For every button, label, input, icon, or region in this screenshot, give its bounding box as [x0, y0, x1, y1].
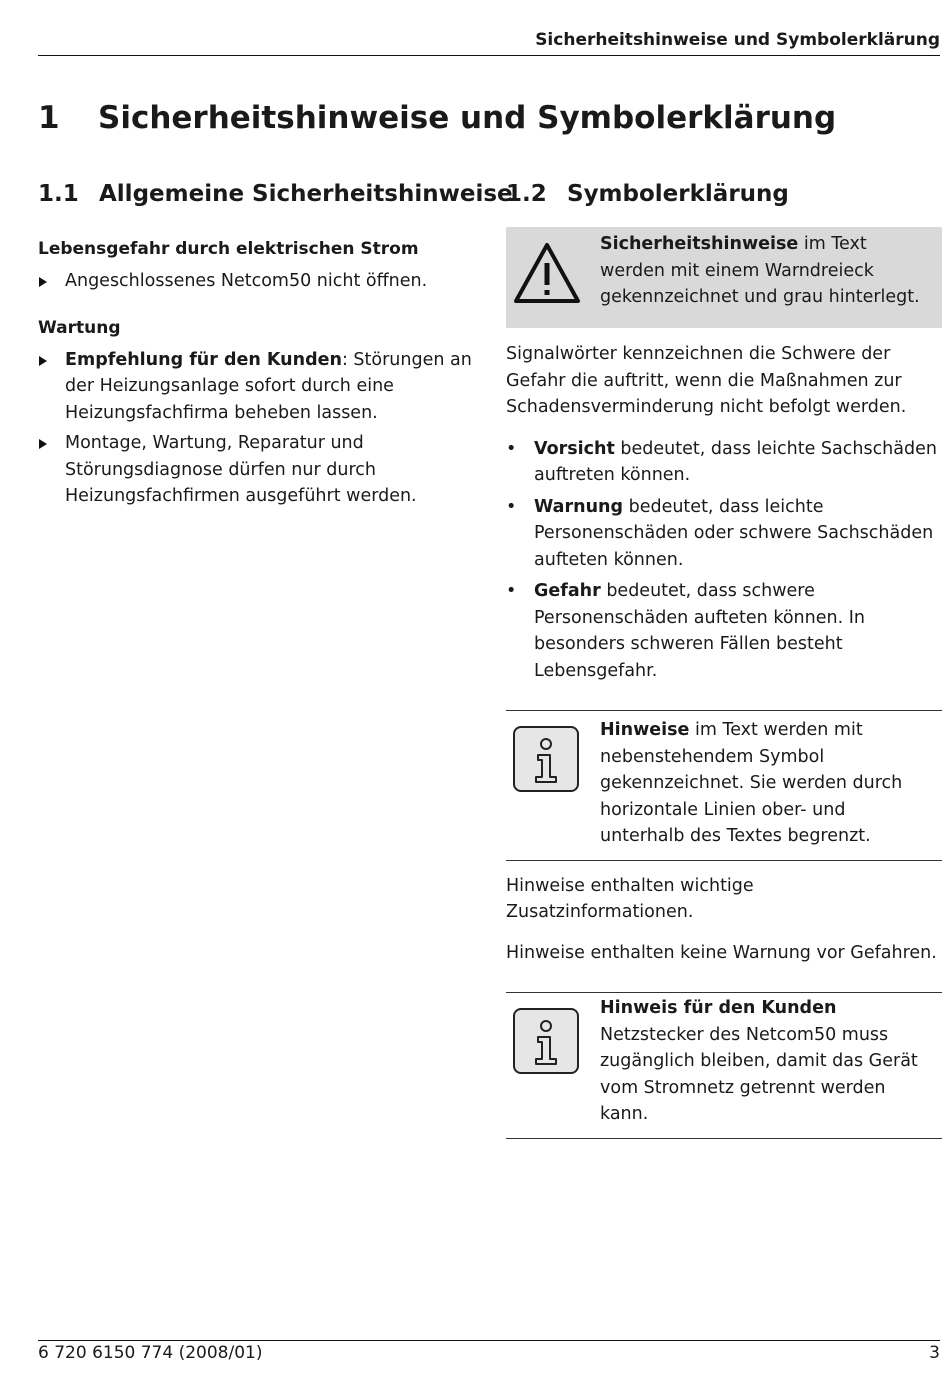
danger-item: [38, 268, 478, 295]
footer-page-number: 3: [929, 1343, 940, 1363]
signal-word-bold: Warnung: [534, 496, 624, 517]
maintenance-item: [38, 430, 478, 510]
signal-word-bold: Gefahr: [534, 581, 601, 601]
chapter-number: 1: [38, 100, 60, 136]
left-column: [38, 236, 478, 510]
right-column: [506, 227, 942, 1139]
warning-box-text: [600, 231, 932, 311]
signal-word-text: bedeutet, dass leichte Sachschäden auftreten können.: [534, 438, 937, 485]
running-header-title: Sicherheitshinweise und Symbolerklärung: [535, 30, 940, 50]
list-item: [506, 578, 942, 684]
signal-word-text: bedeutet, dass leichte Personenschäden oder schwere Sachschäden aufteten können.: [534, 496, 934, 570]
info-note-bold: Hinweise: [600, 720, 690, 740]
customer-note-block: [506, 992, 942, 1139]
section-1-2-number: 1.2: [506, 181, 547, 207]
warning-box-body: im Text werden mit einem Warndreieck gekennzeichnet und grau hinterlegt.: [600, 234, 920, 307]
signal-words-list: [506, 436, 942, 685]
signal-words-intro: Signalwörter kennzeichnen die Schwere der Gefahr die auftritt, wenn die Maßnahmen zur Schadensverminderung nicht befolgt werden.: [506, 344, 907, 417]
maintenance-heading: Wartung: [38, 317, 121, 338]
section-1-1-title: [38, 181, 513, 207]
arrow-bullet-icon: [39, 439, 47, 449]
warning-triangle-icon: [512, 241, 582, 305]
list-item: [506, 436, 942, 489]
signal-word-text: bedeutet, dass schwere Personenschäden aufteten können. In besonders schweren Fällen besteht Lebensgefahr.: [534, 581, 865, 681]
info-note-block: [506, 710, 942, 861]
danger-heading: Lebensgefahr durch elektrischen Strom: [38, 239, 419, 259]
maintenance-item-bold: Empfehlung für den Kunden: [65, 349, 342, 370]
warning-box-bold: Sicherheitshinweise: [600, 234, 799, 254]
customer-note-text: [600, 993, 942, 1138]
maintenance-item-text: Montage, Wartung, Reparatur und Störungsdiagnose dürfen nur durch Heizungsfachfirmen ausgeführt werden.: [65, 433, 417, 506]
arrow-bullet-icon: [39, 277, 47, 287]
bullet: •: [506, 581, 517, 601]
section-1-2-title-text: Symbolerklärung: [567, 181, 789, 207]
section-1-2-title: [506, 181, 789, 207]
info-icon: [512, 1007, 580, 1075]
footer-rule: [38, 1340, 940, 1341]
chapter-title-text: Sicherheitshinweise und Symbolerklärung: [98, 100, 837, 136]
info-icon: [512, 725, 580, 793]
safety-warning-box: [506, 227, 942, 328]
customer-note-title: Hinweis für den Kunden: [600, 998, 837, 1018]
bullet: •: [506, 496, 517, 517]
signal-word-bold: Vorsicht: [534, 438, 615, 459]
list-item: [506, 494, 942, 574]
customer-note-body: Netzstecker des Netcom50 muss zugänglich bleiben, damit das Gerät vom Stromnetz getrennt werden kann.: [600, 1024, 918, 1124]
bullet: •: [506, 438, 517, 459]
danger-item-text: Angeschlossenes Netcom50 nicht öffnen.: [65, 271, 428, 291]
maintenance-item-text: : Störungen an der Heizungsanlage sofort durch eine Heizungsfachfirma beheben lassen.: [65, 349, 472, 423]
section-1-1-title-text: Allgemeine Sicherheitshinweise: [99, 181, 513, 207]
section-1-1-number: 1.1: [38, 181, 79, 207]
arrow-bullet-icon: [39, 356, 47, 366]
maintenance-item: [38, 347, 478, 427]
header-rule: [38, 55, 940, 56]
footer-doc-number: 6 720 6150 774 (2008/01): [38, 1343, 263, 1363]
info-note-text: [600, 711, 942, 860]
notes-paragraph-2: Hinweise enthalten keine Warnung vor Gefahren.: [506, 942, 937, 963]
chapter-title: [38, 100, 836, 136]
info-note-body: im Text werden mit nebenstehendem Symbol gekennzeichnet. Sie werden durch horizontale Linien ober- und unterhalb des Textes begrenzt.: [600, 720, 903, 846]
notes-paragraph-1: Hinweise enthalten wichtige Zusatzinformationen.: [506, 875, 754, 922]
